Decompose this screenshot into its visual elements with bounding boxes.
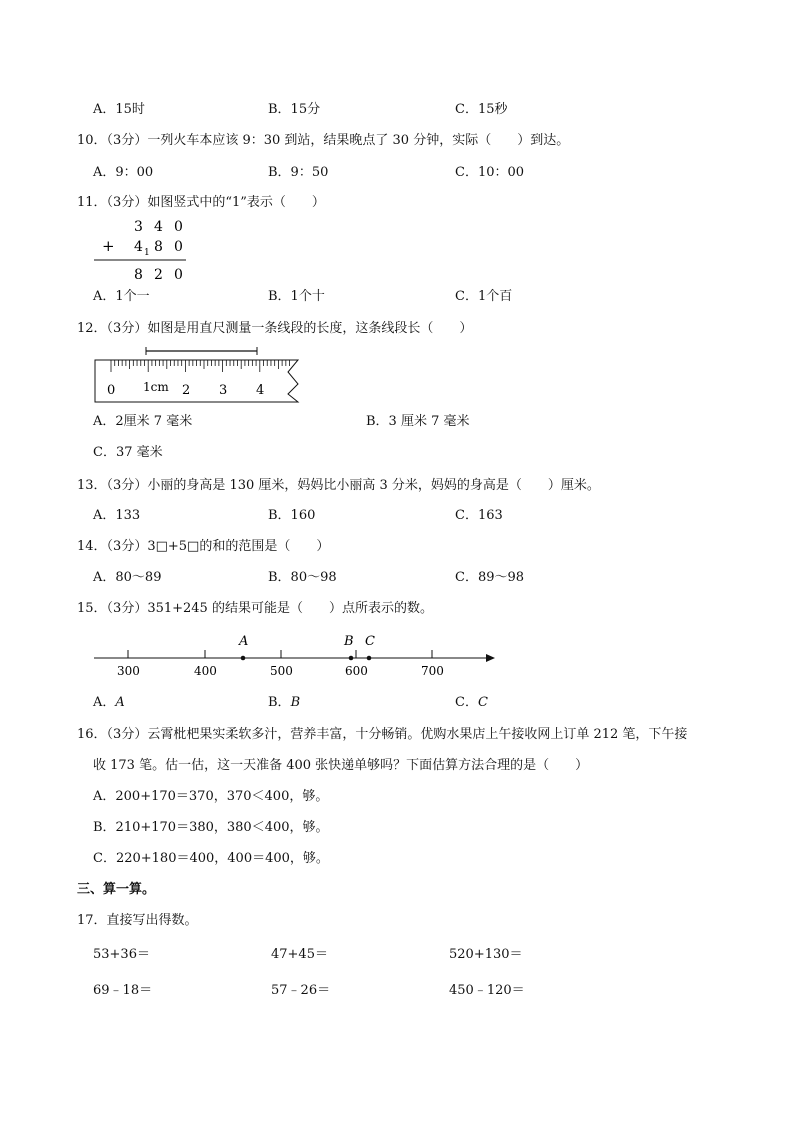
q9-option-c[interactable]: C．15秒 [455, 102, 508, 117]
section-3-title: 三、算一算。 [77, 882, 156, 897]
v-row2-tens: 8 [154, 239, 163, 255]
q12-stem: 12．（3分）如图是用直尺测量一条线段的长度，这条线段长（ ） [77, 321, 473, 336]
v-row2-hundreds: 4 [134, 239, 143, 255]
point-label-a: A [239, 634, 249, 649]
q15-option-c[interactable] [455, 695, 488, 711]
v-carry-digit: 1 [144, 248, 150, 258]
q12-option-b[interactable]: B．3 厘米 7 毫米 [366, 414, 470, 429]
tick-label-700: 700 [421, 664, 444, 678]
q15-option-a-letter: A [115, 695, 125, 710]
q11-option-c[interactable]: C．1个百 [455, 289, 513, 304]
q11-stem: 11．（3分）如图竖式中的“1”表示（ ） [77, 195, 325, 210]
ruler-label-1cm: 1cm [143, 380, 169, 394]
q9-option-a[interactable]: A．15时 [93, 102, 145, 117]
q9-option-b[interactable]: B．15分 [268, 102, 321, 117]
q15-option-c-prefix: C． [455, 695, 478, 710]
q13-option-b[interactable]: B．160 [268, 508, 316, 523]
q12-option-c[interactable]: C．37 毫米 [93, 445, 163, 460]
point-a [241, 656, 246, 661]
v-result-tens: 2 [154, 267, 163, 283]
q17-row2-item2: 57﹣26＝ [271, 983, 331, 998]
q16-option-c[interactable]: C．220+180＝400，400＝400，够。 [93, 851, 329, 866]
q11-option-b[interactable]: B．1个十 [268, 289, 325, 304]
q11-option-a[interactable]: A．1个一 [93, 289, 150, 304]
q13-stem: 13．（3分）小丽的身高是 130 厘米，妈妈比小丽高 3 分米，妈妈的身高是（ ）厘米。 [77, 478, 600, 493]
point-label-b: B [344, 634, 354, 649]
q10-option-a[interactable]: A．9：00 [93, 165, 154, 180]
v-result-hundreds: 8 [134, 267, 143, 283]
q13-option-a[interactable]: A．133 [93, 508, 141, 523]
q10-option-c[interactable]: C．10：00 [455, 165, 525, 180]
q14-option-b[interactable]: B．80～98 [268, 570, 337, 585]
q15-stem: 15．（3分）351+245 的结果可能是（ ）点所表示的数。 [77, 601, 433, 616]
q17-row1-item1: 53+36＝ [93, 947, 150, 962]
v-row1-hundreds: 3 [134, 219, 143, 235]
q16-option-b[interactable]: B．210+170＝380，380＜400，够。 [93, 820, 329, 835]
tick-label-400: 400 [194, 664, 217, 678]
q17-row2-item1: 69﹣18＝ [93, 983, 153, 998]
v-row1-ones: 0 [174, 219, 183, 235]
q15-option-a[interactable] [93, 695, 125, 711]
vertical-addition-figure [88, 215, 198, 285]
number-line-arrow [486, 654, 495, 662]
q14-stem: 14．（3分）3□+5□的和的范围是（ ） [77, 539, 330, 554]
ruler-label-0: 0 [107, 383, 116, 398]
q10-option-b[interactable]: B．9：50 [268, 165, 329, 180]
ruler-label-4: 4 [256, 383, 265, 398]
point-label-c: C [365, 634, 375, 649]
q14-option-c[interactable]: C．89～98 [455, 570, 525, 585]
v-row1-tens: 4 [154, 219, 163, 235]
q14-option-a[interactable]: A．80～89 [93, 570, 162, 585]
number-line-figure [90, 630, 502, 682]
q17-row1-item2: 47+45＝ [271, 947, 328, 962]
q16-option-a[interactable]: A．200+170＝370，370＜400，够。 [93, 789, 329, 804]
q15-option-c-letter: C [477, 695, 488, 710]
v-plus-sign: + [102, 237, 115, 255]
ruler-figure [92, 344, 312, 406]
v-row2-ones: 0 [174, 239, 183, 255]
tick-label-300: 300 [117, 664, 140, 678]
q10-stem: 10．（3分）一列火车本应该 9：30 到站，结果晚点了 30 分钟，实际（ ）到达。 [77, 133, 570, 148]
point-c [367, 656, 372, 661]
q15-option-b[interactable] [268, 695, 300, 711]
ruler-label-2: 2 [182, 383, 191, 398]
q17-row1-item3: 520+130＝ [449, 947, 523, 962]
q16-stem-line1: 16．（3分）云霄枇杷果实柔软多汁，营养丰富，十分畅销。优购水果店上午接收网上订单 212 笔，下午接 [77, 727, 688, 742]
q16-stem-line2: 收 173 笔。估一估，这一天准备 400 张快递单够吗？下面估算方法合理的是（ ） [93, 758, 589, 773]
q12-option-a[interactable]: A．2厘米 7 毫米 [93, 414, 193, 429]
tick-label-600: 600 [345, 664, 368, 678]
q17-stem: 17．直接写出得数。 [77, 913, 198, 928]
v-result-ones: 0 [174, 267, 183, 283]
q17-row2-item3: 450﹣120＝ [449, 983, 525, 998]
q15-option-a-prefix: A． [93, 695, 116, 710]
ruler-label-3: 3 [219, 383, 228, 398]
q15-option-b-prefix: B． [268, 695, 291, 710]
ruler-body [95, 360, 298, 402]
point-b [349, 656, 354, 661]
q13-option-c[interactable]: C．163 [455, 508, 503, 523]
q15-option-b-letter: B [290, 695, 301, 710]
tick-label-500: 500 [270, 664, 293, 678]
